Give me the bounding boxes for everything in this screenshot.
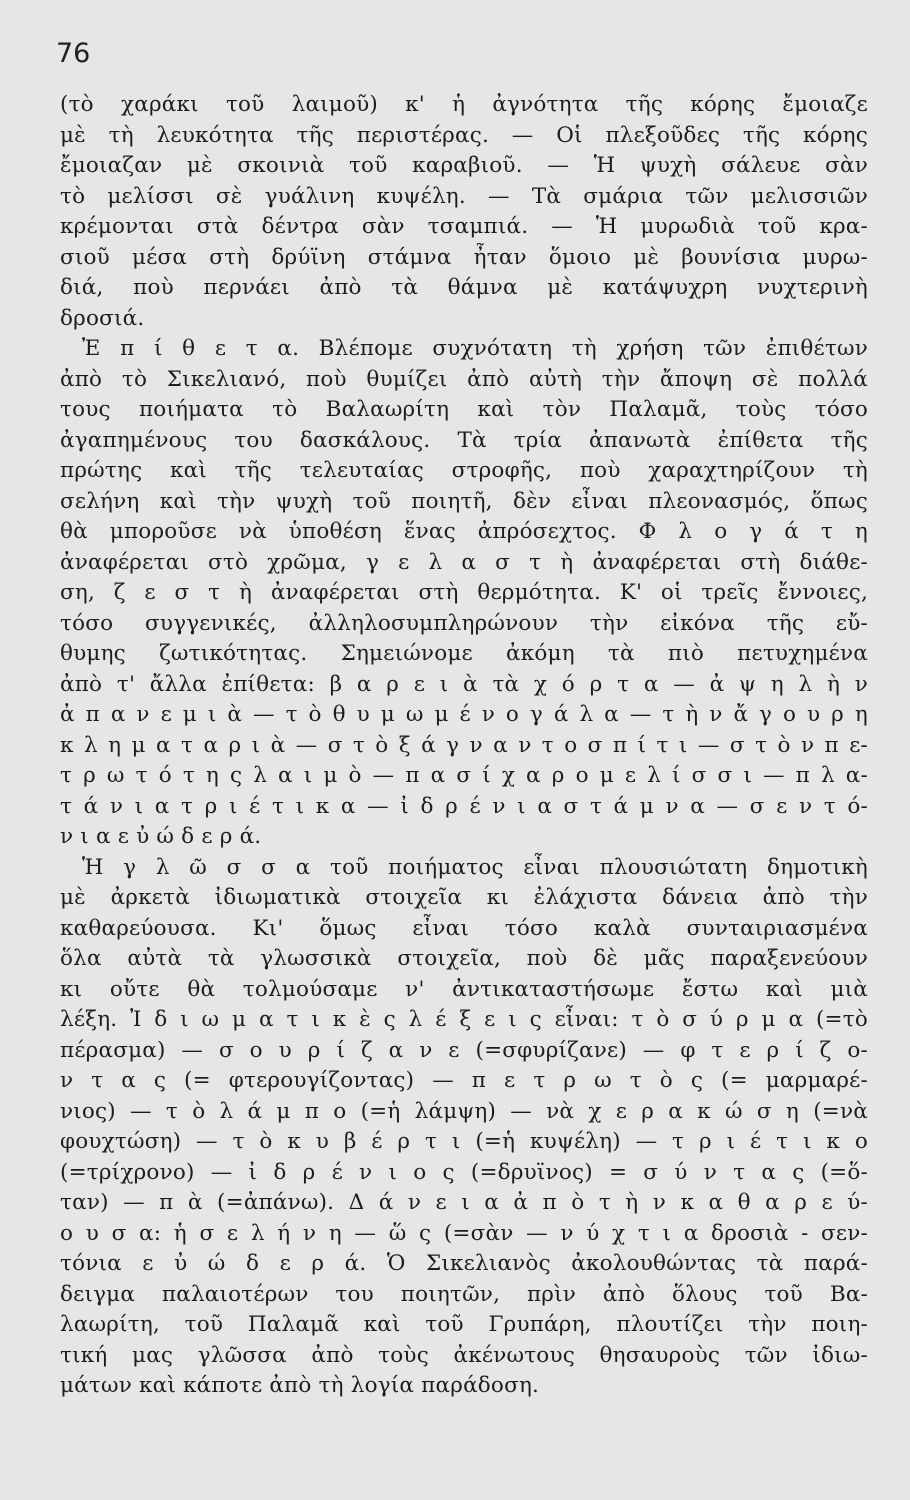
text-line: κ λ η μ α τ α ρ ι ὰ — σ τ ὸ ξ ά γ ν α ν τ ο σ π ί τ ι — σ τ ὸ ν π ε- <box>60 732 868 758</box>
text-line: τόσο συγγενικές, ἀλληλοσυμπληρώνουν τὴν εἰκόνα τῆς εὔ- <box>60 610 868 636</box>
text-line: ἀναφέρεται στὸ χρῶμα, γ ε λ α σ τ ὴ ἀναφέρεται στὴ διάθε- <box>60 549 868 575</box>
text-line: Ἐ π ί θ ε τ α. Βλέπομε συχνότατη τὴ χρήση τῶν ἐπιθέτων <box>82 336 868 361</box>
text-line: μὲ τὴ λευκότητα τῆς περιστέρας. — Οἱ πλεξοῦδες τῆς κόρης <box>60 122 868 148</box>
text-line: τους ποιήματα τὸ Βαλαωρίτη καὶ τὸν Παλαμᾶ, τοὺς τόσο <box>60 397 868 422</box>
text-line: θυμης ζωτικότητας. Σημειώνομε ἀκόμη τὰ πιὸ πετυχημένα <box>60 641 868 666</box>
text-line: ν τ α ς (= φτερουγίζοντας) — π ε τ ρ ω τ ὸ ς (= μαρμαρέ- <box>60 1068 868 1093</box>
text-line: τ ρ ω τ ό τ η ς λ α ι μ ὸ — π α σ ί χ α ρ ο μ ε λ ί σ σ ι — π λ α- <box>60 763 868 788</box>
text-line: ση, ζ ε σ τ ὴ ἀναφέρεται στὴ θερμότητα. Κ' οἱ τρεῖς ἔννοιες, <box>60 580 868 605</box>
text-line: θὰ μποροῦσε νὰ ὑποθέση ἕνας ἀπρόσεχτος. Φ λ ο γ ά τ η <box>60 519 868 544</box>
text-line: ἀπὸ τ' ἄλλα ἐπίθετα: β α ρ ε ι ὰ τὰ χ ό ρ τ α — ἀ ψ η λ ὴ ν <box>60 671 868 697</box>
text-line: κι οὔτε θὰ τολμούσαμε ν' ἀντικαταστήσωμε ἔστω καὶ μιὰ <box>60 976 868 1002</box>
body-text <box>60 90 868 1402</box>
text-line: δειγμα παλαιοτέρων του ποιητῶν, πρὶν ἀπὸ ὅλους τοῦ Βα- <box>60 1281 868 1307</box>
text-line: ν ι α ε ὐ ώ δ ε ρ ά. <box>60 824 262 849</box>
text-line: διά, ποὺ περνάει ἀπὸ τὰ θάμνα μὲ κατάψυχρη νυχτερινὴ <box>60 275 868 300</box>
text-line: ἔμοιαζαν μὲ σκοινιὰ τοῦ καραβιοῦ. — Ἡ ψυχὴ σάλευε σὰν <box>60 153 868 178</box>
text-line: νιος) — τ ὸ λ ά μ π ο (=ἡ λάμψη) — νὰ χ ε ρ α κ ώ σ η (=νὰ <box>60 1098 868 1124</box>
text-line: (=τρίχρονο) — ἰ δ ρ έ ν ι ο ς (=δρυϊνος) = σ ύ ν τ α ς (=ὅ- <box>60 1159 868 1185</box>
text-line: μὲ ἀρκετὰ ἰδιωματικὰ στοιχεῖα κι ἐλάχιστα δάνεια ἀπὸ τὴν <box>60 885 868 910</box>
text-line: φουχτώση) — τ ὸ κ υ β έ ρ τ ι (=ἡ κυψέλη) — τ ρ ι έ τ ι κ ο <box>60 1129 868 1154</box>
text-line: λαωρίτη, τοῦ Παλαμᾶ καὶ τοῦ Γρυπάρη, πλουτίζει τὴν ποιη- <box>60 1312 868 1337</box>
text-line: τόνια ε ὐ ώ δ ε ρ ά. Ὁ Σικελιανὸς ἀκολουθώντας τὰ παρά- <box>60 1251 868 1276</box>
text-line: κρέμονται στὰ δέντρα σὰν τσαμπιά. — Ἡ μυρωδιὰ τοῦ κρα- <box>60 214 868 239</box>
text-line: τὸ μελίσσι σὲ γυάλινη κυψέλη. — Τὰ σμάρια τῶν μελισσιῶν <box>60 183 868 209</box>
text-line: σελήνη καὶ τὴν ψυχὴ τοῦ ποιητῆ, δὲν εἶναι πλεονασμός, ὅπως <box>60 488 868 514</box>
text-line: λέξη. Ἰ δ ι ω μ α τ ι κ ὲ ς λ έ ξ ε ι ς εἶναι: τ ὸ σ ύ ρ μ α (=τὸ <box>60 1007 868 1032</box>
text-line: καθαρεύουσα. Κι' ὅμως εἶναι τόσο καλὰ συνταιριασμένα <box>60 915 868 941</box>
text-line: μάτων καὶ κάποτε ἀπὸ τὴ λογία παράδοση. <box>60 1373 540 1398</box>
text-line: ἀγαπημένους του δασκάλους. Τὰ τρία ἀπανωτὰ ἐπίθετα τῆς <box>60 427 868 453</box>
text-line: ταν) — π ὰ (=ἀπάνω). Δ ά ν ε ι α ἀ π ὸ τ ὴ ν κ α θ α ρ ε ύ- <box>60 1190 868 1215</box>
text-line: ο υ σ α: ἡ σ ε λ ή ν η — ὥ ς (=σὰν — ν ύ χ τ ι α δροσιὰ - σεν- <box>60 1220 868 1246</box>
text-line: τ ά ν ι α τ ρ ι έ τ ι κ α — ἰ δ ρ έ ν ι α σ τ ά μ ν α — σ ε ν τ ό- <box>60 793 868 819</box>
text-line: δροσιά. <box>60 305 145 331</box>
text-line: πρώτης καὶ τῆς τελευταίας στροφῆς, ποὺ χαραχτηρίζουν τὴ <box>60 458 868 483</box>
text-line: ἀπὸ τὸ Σικελιανό, ποὺ θυμίζει ἀπὸ αὐτὴ τὴν ἄποψη σὲ πολλά <box>60 366 868 392</box>
text-line: πέρασμα) — σ ο υ ρ ί ζ α ν ε (=σφυρίζανε) — φ τ ε ρ ί ζ ο- <box>60 1037 868 1063</box>
text-line: (τὸ χαράκι τοῦ λαιμοῦ) κ' ἡ ἀγνότητα τῆς κόρης ἔμοιαζε <box>60 92 868 117</box>
page-number: 76 <box>56 38 91 69</box>
text-line: ἀ π α ν ε μ ι ὰ — τ ὸ θ υ μ ω μ έ ν ο γ ά λ α — τ ὴ ν ἄ γ ο υ ρ η <box>60 702 868 727</box>
text-line: ὅλα αὐτὰ τὰ γλωσσικὰ στοιχεῖα, ποὺ δὲ μᾶς παραξενεύουν <box>60 946 868 971</box>
text-line: σιοῦ μέσα στὴ δρύϊνη στάμνα ἦταν ὅμοιο μὲ βουνίσια μυρω- <box>60 244 868 270</box>
text-line: τική μας γλῶσσα ἀπὸ τοὺς ἀκένωτους θησαυροὺς τῶν ἰδιω- <box>60 1342 868 1368</box>
text-line: Ἡ γ λ ῶ σ σ α τοῦ ποιήματος εἶναι πλουσιώτατη δημοτικὴ <box>82 854 868 880</box>
